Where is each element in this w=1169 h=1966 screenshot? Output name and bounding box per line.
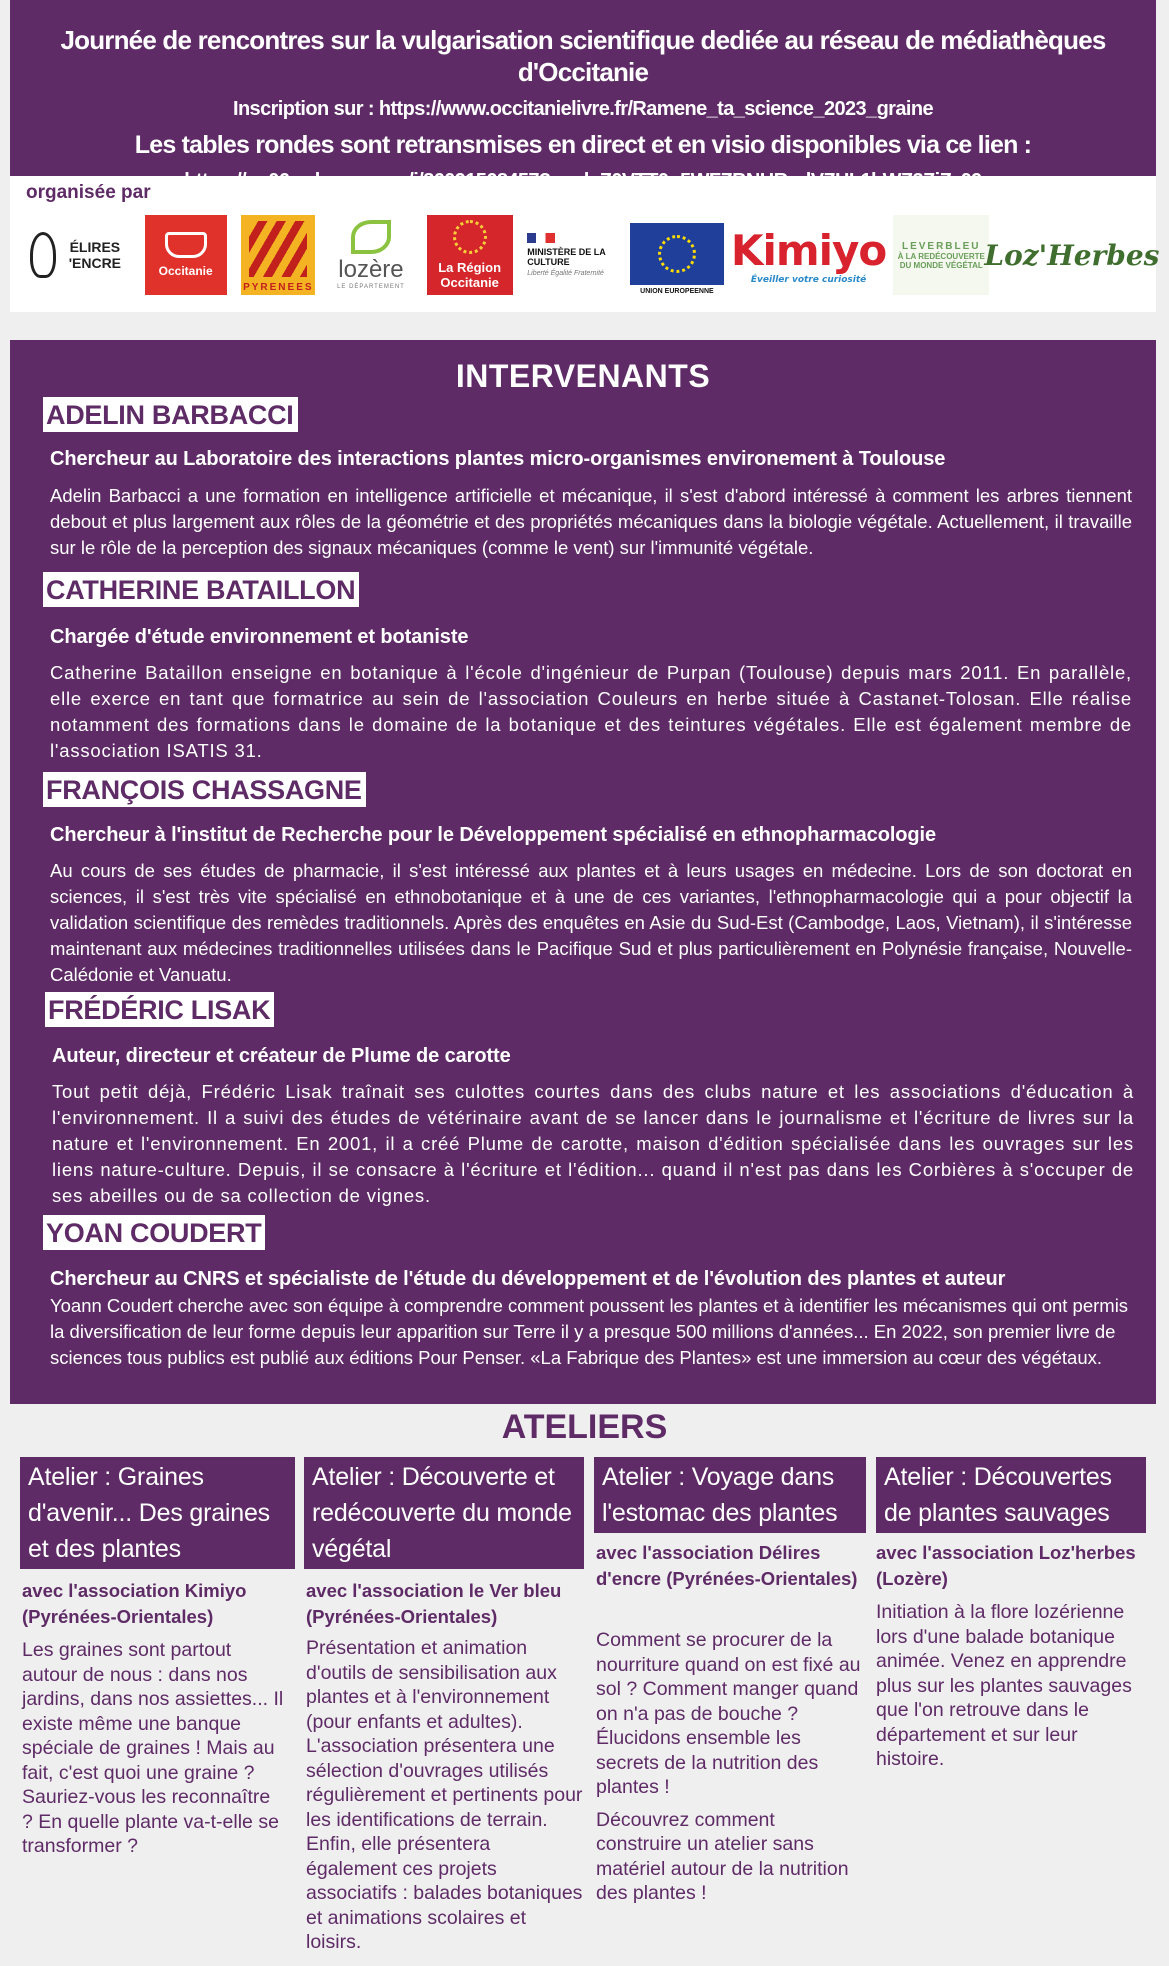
speaker-bio: Yoann Coudert cherche avec son équipe à comprendre comment poussent les plantes et à identifier les mécanismes qui ont permis la diversification de leur forme depuis leur apparition sur Terre il y a presque 500 millions d'années... En 2022, son premier livre de sciences tous publics est publié aux éditions Pour Penser. «La Fabrique des Plantes» est une immersion au cœur des végétaux. [50, 1295, 1129, 1368]
speaker-bio: Au cours de ses études de pharmacie, il s'est intéressé aux plantes et à leurs usages en médecine. Lors de son doctorat en sciences, il s'est très vite spécialisé en ethnobotanique et à une de ces variantes, l'ethnopharmacologie qui a pour objectif la validation scientifique des remèdes traditionnels. Après des enquêtes en Asie du Sud-Est (Cambodge, Laos, Vietnam), il s'intéresse maintenant aux médecines traditionnelles utilisées dans le Pacifique Sud et plus particulièrement en Polynésie française, Nouvelle-Calédonie et Vanuatu. [50, 860, 1132, 985]
pyrenees-orientales-logo: PYRENEES [241, 215, 315, 295]
speaker-name: ADELIN BARBACCI [43, 397, 298, 432]
streaming-info: Les tables rondes sont retransmises en direct et en visio disponibles via ce lien : [134, 131, 1032, 159]
union-europeenne-logo: UNION EUROPEENNE [630, 215, 724, 295]
occitanie-livre-logo: Occitanie [145, 215, 227, 295]
workshop-organizer: avec l'association Loz'herbes (Lozère) [876, 1542, 1136, 1589]
speakers-heading: INTERVENANTS [455, 358, 711, 394]
workshop-organizer: avec l'association Kimiyo (Pyrénées-Orientales) [22, 1580, 247, 1627]
occitan-cross-icon [453, 220, 487, 254]
speaker-role: Chercheur à l'institut de Recherche pour le Développement spécialisé en ethnopharmacologie [50, 824, 936, 846]
workshop-title: Atelier : Voyage dans l'estomac des plantes [594, 1457, 866, 1533]
registration-line[interactable]: Inscription sur : https://www.occitanielivre.fr/Ramene_ta_science_2023_graine [232, 98, 933, 120]
workshop-organizer: avec l'association le Ver bleu (Pyrénées-Orientales) [306, 1580, 562, 1627]
workshop-title: Atelier : Découvertes de plantes sauvages [876, 1457, 1146, 1533]
loz-herbes-logo: Loz'Herbes [984, 238, 1160, 272]
speaker-bio: Catherine Bataillon enseigne en botanique à l'école d'ingénieur de Purpan (Toulouse) depuis mars 2011. En parallèle, elle exerce en tant que formatrice au sein de l'association Couleurs en herbe située à Castanet-Tolosan. Elle réalise notamment des formations dans le domaine de la botanique et des teintures végétales. Elle est également membre de l'association ISATIS 31. [50, 662, 1132, 761]
speaker-bio: Tout petit déjà, Frédéric Lisak traînait ses culottes courtes dans des clubs nature et les associations d'éducation à l'environnement. Il a suivi des études de vétérinaire avant de se lancer dans le journalisme et l'écriture de livres sur la nature et l'environnement. En 2001, il a créé Plume de carotte, maison d'édition spécialisée dans les ouvrages sur les liens nature-culture. Depuis, il se consacre à l'écriture et l'édition... quand il n'est pas dans les Corbières à s'occuper de ses abeilles ou de sa collection de vignes. [52, 1081, 1134, 1206]
french-flag-icon [527, 233, 555, 243]
event-banner [10, 0, 1156, 176]
workshop-description: Comment se procurer de la nourriture quand on est fixé au sol ? Comment manger quand on n'a pas de bouche ? Élucidons ensemble les secrets de la nutrition des plantes ! Découvrez comment construire un atelier sans matériel autour de la nutrition des plantes ! [596, 1629, 861, 1904]
le-ver-bleu-logo: LEVERBLEU À LA REDÉCOUVERTE DU MONDE VÉGÉTAL [893, 215, 989, 295]
speakers-panel [10, 340, 1156, 1404]
event-title: Journée de rencontres sur la vulgarisation scientifique dediée au réseau de médiathèques d'Occitanie [60, 25, 1106, 87]
workshop-description: Présentation et animation d'outils de sensibilisation aux plantes et à l'environnement (pour enfants et adultes). L'association présentera une sélection d'ouvrages utilisés régulièrement et pertinents pour les identifications de terrain. Enfin, elle présentera également ces projets associatifs : balades botaniques et animations scolaires et loisirs. [306, 1637, 583, 1953]
speaker-name: CATHERINE BATAILLON [43, 572, 359, 607]
workshop-title: Atelier : Graines d'avenir... Des graines et des plantes [20, 1457, 295, 1569]
speaker-role: Auteur, directeur et créateur de Plume de carotte [52, 1045, 511, 1067]
speaker-bio: Adelin Barbacci a une formation en intelligence artificielle et mécanique, il s'est d'abord intéressé à comment les arbres tiennent debout et plus largement aux rôles de la géométrie et des propriétés mécaniques dans la biologie végétale. Actuellement, il travaille sur le rôle de la perception des signaux mécaniques (comme le vent) sur l'immunité végétale. [50, 485, 1132, 558]
speaker-role: Chercheur au Laboratoire des interactions plantes micro-organismes environement à Toulouse [50, 448, 946, 470]
workshops-heading: ATELIERS [501, 1408, 668, 1446]
workshop-description: Initiation à la flore lozérienne lors d'une balade botanique animée. Venez en apprendre plus sur les plantes sauvages que l'on retrouve dans le département et sur leur histoire. [876, 1601, 1132, 1770]
delires-encre-logo: ÉLIRES 'ENCRE [30, 215, 130, 295]
organizers-label: organisée par [26, 182, 151, 203]
speaker-name: FRÉDÉRIC LISAK [45, 992, 274, 1027]
workshop-organizer: avec l'association Délires d'encre (Pyrénées-Orientales) [596, 1542, 858, 1589]
speaker-name: FRANÇOIS CHASSAGNE [43, 772, 366, 807]
catalan-stripes-icon [249, 221, 307, 277]
delires-encre-icon [30, 232, 56, 278]
logo-row [30, 212, 1160, 298]
lozere-logo: lozère LE DÉPARTEMENT [330, 215, 412, 295]
organizers-panel [10, 176, 1160, 312]
speaker-name: YOAN COUDERT [43, 1215, 265, 1250]
ministere-culture-logo: MINISTÈRE DE LA CULTURE Liberté Égalité Fraternité [527, 215, 615, 295]
leaf-icon [351, 220, 391, 254]
workshop-title: Atelier : Découverte et redécouverte du monde végétal [304, 1457, 584, 1569]
eu-stars-icon [658, 235, 696, 273]
eu-flag-icon [630, 223, 724, 285]
speaker-role: Chargée d'étude environnement et botaniste [50, 626, 469, 648]
speaker-role: Chercheur au CNRS et spécialiste de l'étude du développement et de l'évolution des plantes et auteur [50, 1268, 1006, 1290]
region-occitanie-logo: La Région Occitanie [427, 215, 513, 295]
workshop-description: Les graines sont partout autour de nous : dans nos jardins, dans nos assiettes... Il existe même une banque spéciale de graines ! Mais au fait, c'est quoi une graine ? Sauriez-vous les reconnaître ? En quelle plante va-t-elle se transformer ? [22, 1639, 284, 1857]
kimiyo-logo: Kimiyo Éveiller votre curiosité [730, 225, 887, 285]
open-book-icon [165, 232, 207, 258]
